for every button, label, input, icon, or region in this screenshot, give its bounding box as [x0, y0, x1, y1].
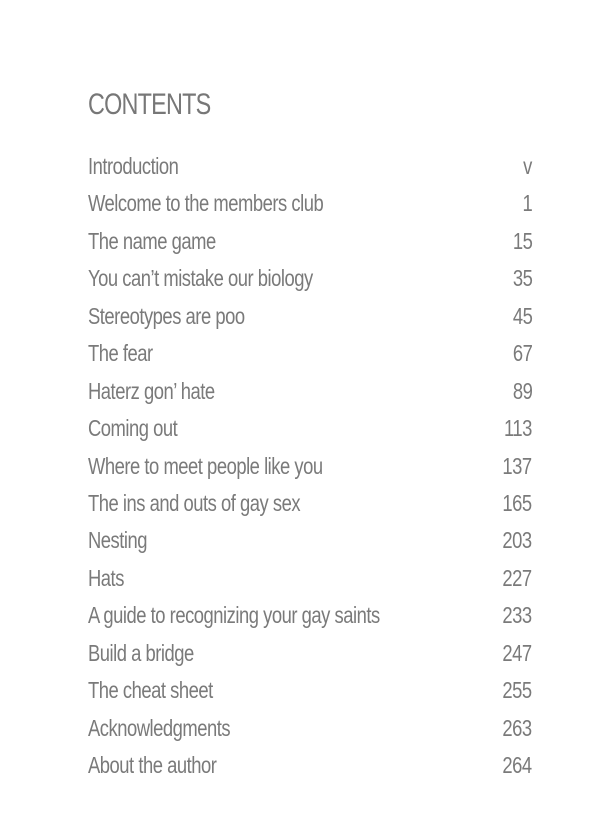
toc-entry-title: A guide to recognizing your gay saints	[88, 602, 380, 629]
toc-entry-title: The cheat sheet	[88, 677, 213, 704]
toc-entry[interactable]	[88, 335, 532, 372]
toc-entry[interactable]	[88, 560, 532, 597]
toc-entry[interactable]	[88, 672, 532, 709]
toc-entry-page: 263	[502, 714, 532, 741]
toc-entry-title: The ins and outs of gay sex	[88, 489, 301, 516]
toc-entry[interactable]	[88, 485, 532, 522]
toc-entry-title: Welcome to the members club	[88, 190, 324, 217]
toc-entry-page: 1	[522, 190, 532, 217]
toc-entry-title: The name game	[88, 227, 216, 254]
toc-entry[interactable]	[88, 635, 532, 672]
toc-entry-page: v	[523, 153, 532, 179]
toc-entry[interactable]	[88, 410, 532, 447]
toc-entry-title: Introduction	[88, 153, 179, 179]
toc-entry-title: Haterz gon’ hate	[88, 377, 215, 404]
toc-entry-title: Stereotypes are poo	[88, 302, 245, 329]
toc-entry-title: Nesting	[88, 527, 148, 554]
toc-entry-title: Coming out	[88, 415, 178, 442]
toc-entry[interactable]	[88, 260, 532, 297]
toc-entry-page: 247	[502, 639, 532, 666]
toc-entry[interactable]	[88, 373, 532, 410]
toc-entry-page: 255	[502, 677, 532, 704]
toc-entry-title: Where to meet people like you	[88, 452, 323, 479]
toc-entry[interactable]	[88, 298, 532, 335]
toc-entry-title: Hats	[88, 564, 124, 591]
toc-entry-page: 264	[502, 752, 532, 778]
toc-entry[interactable]	[88, 747, 532, 784]
toc-entry-page: 15	[512, 227, 532, 254]
toc-entry-page: 89	[512, 377, 532, 404]
table-of-contents	[88, 148, 532, 784]
toc-entry-page: 165	[502, 489, 532, 516]
toc-entry[interactable]	[88, 448, 532, 485]
toc-entry-page: 113	[504, 415, 532, 442]
toc-entry-title: The fear	[88, 340, 153, 367]
toc-entry-page: 227	[502, 564, 532, 591]
toc-entry-title: Build a bridge	[88, 639, 194, 666]
toc-entry[interactable]	[88, 148, 532, 185]
toc-entry-title: About the author	[88, 752, 217, 778]
toc-entry-title: Acknowledgments	[88, 714, 231, 741]
toc-entry[interactable]	[88, 185, 532, 222]
toc-entry-page: 137	[502, 452, 532, 479]
toc-entry-page: 203	[502, 527, 532, 554]
toc-entry[interactable]	[88, 597, 532, 634]
toc-entry-page: 45	[512, 302, 532, 329]
toc-entry[interactable]	[88, 710, 532, 747]
toc-entry-page: 67	[512, 340, 532, 367]
toc-entry[interactable]	[88, 223, 532, 260]
toc-entry[interactable]	[88, 522, 532, 559]
toc-entry-page: 35	[512, 265, 532, 292]
page-title: CONTENTS	[88, 88, 211, 121]
toc-entry-title: You can’t mistake our biology	[88, 265, 313, 292]
toc-entry-page: 233	[502, 602, 532, 629]
